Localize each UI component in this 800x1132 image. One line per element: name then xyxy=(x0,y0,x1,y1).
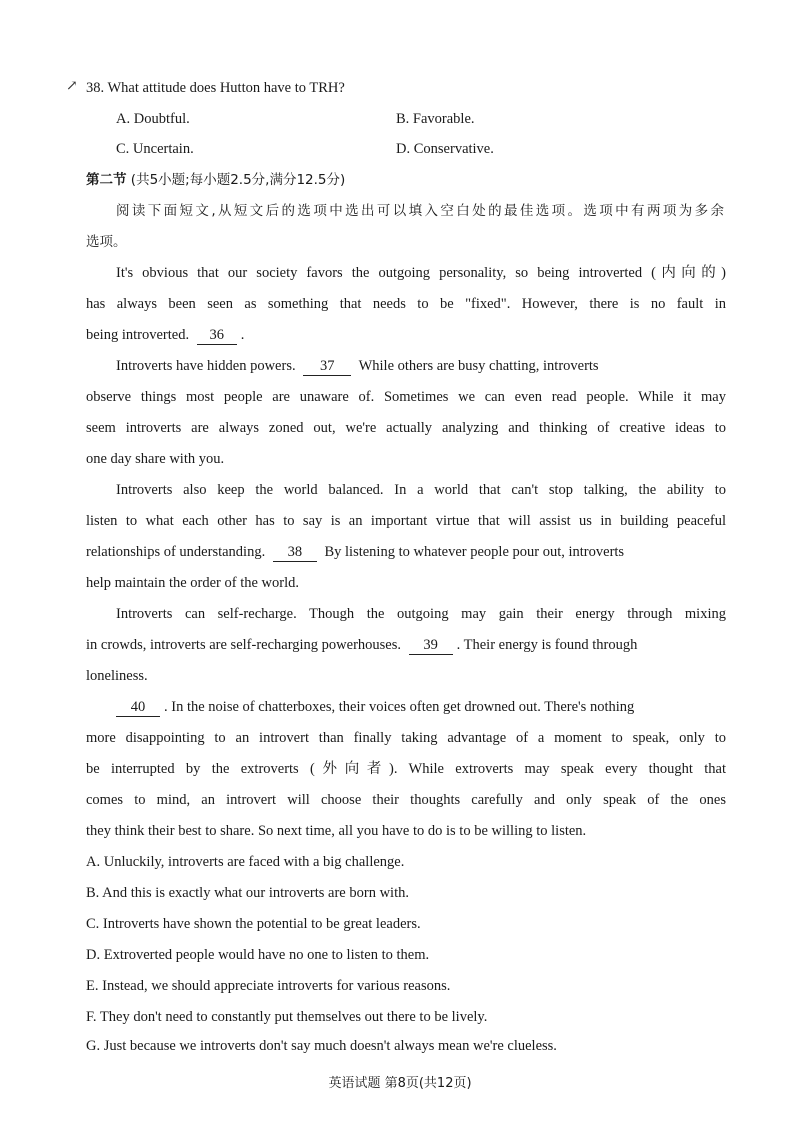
choice-c: C. Introverts have shown the potential to be great leaders. xyxy=(86,916,421,932)
section-note: (共5小题;每小题2.5分,满分12.5分) xyxy=(130,172,346,188)
passage-line: one day share with you. xyxy=(86,451,225,467)
blank-39: 39 xyxy=(409,636,453,655)
passage-line: loneliness. xyxy=(86,668,148,684)
passage-line: Introverts have hidden powers. 37 While others are busy chatting, introverts xyxy=(116,358,599,374)
option-a: A. Doubtful. xyxy=(116,111,190,127)
option-c: C. Uncertain. xyxy=(116,141,194,157)
passage-line: Introverts can self-recharge. Though the outgoing may gain their energy through mixing xyxy=(116,606,726,622)
choice-e: E. Instead, we should appreciate introverts for various reasons. xyxy=(86,978,451,994)
instruction-line-1: 阅读下面短文,从短文后的选项中选出可以填入空白处的最佳选项。选项中有两项为多余 xyxy=(116,203,724,219)
option-b: B. Favorable. xyxy=(396,111,475,127)
blank-40: 40 xyxy=(116,698,160,717)
question-stem xyxy=(86,78,345,98)
passage-line: comes to mind, an introvert will choose their thoughts carefully and only speak of the ones xyxy=(86,792,726,808)
passage-line: in crowds, introverts are self-recharging powerhouses. 39 . Their energy is found through xyxy=(86,637,638,653)
option-d: D. Conservative. xyxy=(396,141,494,157)
choice-g: G. Just because we introverts don't say much doesn't always mean we're clueless. xyxy=(86,1038,557,1054)
passage-line: 40 . In the noise of chatterboxes, their voices often get drowned out. There's nothing xyxy=(116,697,634,717)
page-footer: 英语试题 第8页(共12页) xyxy=(328,1076,472,1091)
passage-line: listen to what each other has to say is an important virtue that will assist us in building peaceful xyxy=(86,513,726,529)
blank-36: 36 xyxy=(197,326,237,345)
passage-line: Introverts also keep the world balanced. In a world that can't stop talking, the ability to xyxy=(116,482,726,498)
passage-line: has always been seen as something that needs to be "fixed". However, there is no fault in xyxy=(86,296,726,312)
passage-line: be interrupted by the extroverts (外向者). While extroverts may speak every thought that xyxy=(86,761,726,777)
instruction-line-2: 选项。 xyxy=(86,234,127,250)
passage-line: observe things most people are unaware of. Sometimes we can even read people. While it may xyxy=(86,389,726,405)
pen-mark: ↗ xyxy=(66,79,78,94)
passage-line: they think their best to share. So next time, all you have to do is to be willing to listen. xyxy=(86,823,587,839)
choice-f: F. They don't need to constantly put themselves out there to be lively. xyxy=(86,1009,488,1025)
passage-line: relationships of understanding. 38 By listening to whatever people pour out, introverts xyxy=(86,544,625,560)
section-header xyxy=(86,170,345,190)
blank-38: 38 xyxy=(273,543,317,562)
passage-line: being introverted. 36 . xyxy=(86,327,245,343)
choice-a: A. Unluckily, introverts are faced with a big challenge. xyxy=(86,854,405,870)
question-text: What attitude does Hutton have to TRH? xyxy=(107,80,345,96)
passage-line: It's obvious that our society favors the outgoing personality, so being introverted (内向的) xyxy=(116,265,726,281)
choice-b: B. And this is exactly what our introverts are born with. xyxy=(86,885,409,901)
section-title: 第二节 xyxy=(86,172,127,188)
question-number: 38. xyxy=(86,80,105,96)
choice-d: D. Extroverted people would have no one to listen to them. xyxy=(86,947,430,963)
passage-line: help maintain the order of the world. xyxy=(86,575,300,591)
blank-37: 37 xyxy=(303,357,351,376)
passage-line: seem introverts are always zoned out, we're actually analyzing and thinking of creative ideas to xyxy=(86,420,726,436)
passage-line: more disappointing to an introvert than finally taking advantage of a moment to speak, only to xyxy=(86,730,726,746)
